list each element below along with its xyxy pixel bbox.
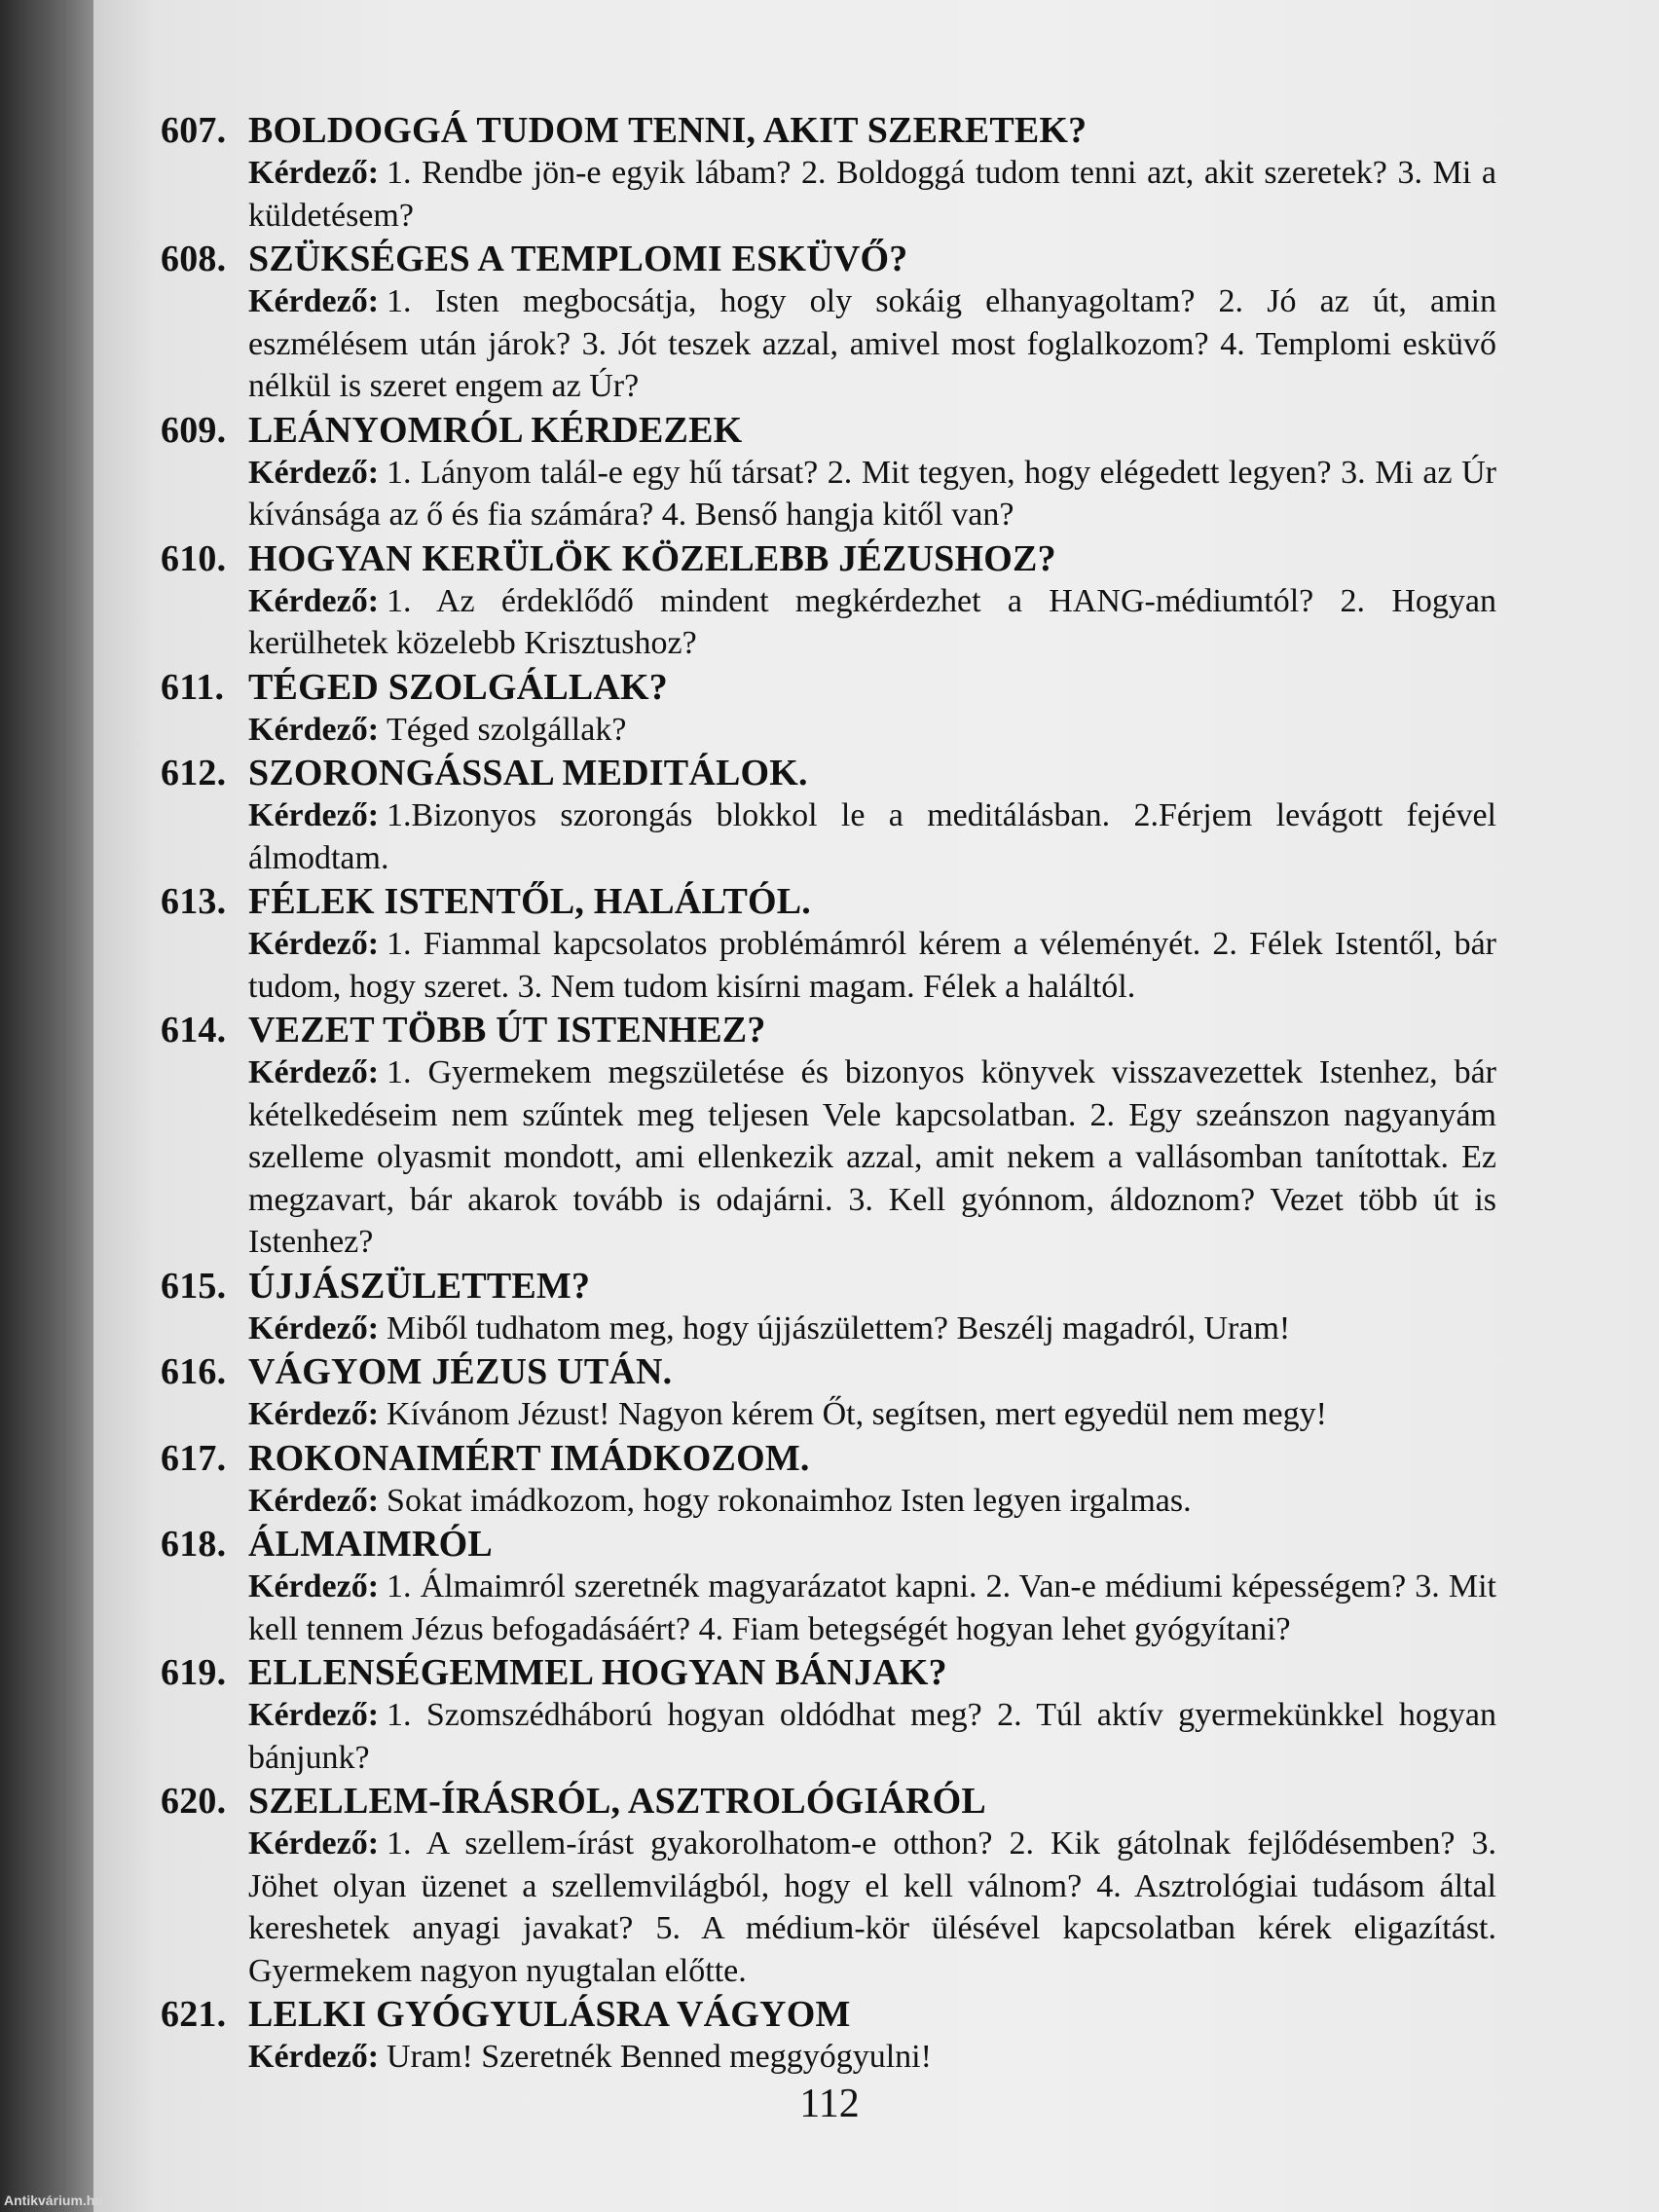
questioner-label: Kérdező: <box>248 1396 380 1432</box>
entry-text: 1. Álmaimról szeretnék magyarázatot kapni. 2. Van-e médiumi képességem? 3. Mit kell tennem Jézus befogadásáért? 4. Fiam betegségét hogyan lehet gyógyítani? <box>248 1568 1496 1647</box>
entry-title: SZORONGÁSSAL MEDITÁLOK. <box>248 753 808 793</box>
entry-title: HOGYAN KERÜLÖK KÖZELEBB JÉZUSHOZ? <box>248 537 1056 579</box>
entry-heading <box>161 666 1496 709</box>
questioner-label: Kérdező: <box>248 155 380 191</box>
entry-607 <box>161 109 1496 238</box>
entry-heading <box>161 537 1496 580</box>
page-content <box>161 109 1496 2080</box>
entry-number: 610. <box>161 537 227 579</box>
entry-608 <box>161 238 1496 409</box>
entry-number: 609. <box>161 409 227 451</box>
watermark: Antikvárium.hu <box>4 2193 103 2208</box>
entry-body <box>248 2036 1496 2080</box>
entry-title: SZÜKSÉGES A TEMPLOMI ESKÜVŐ? <box>248 239 908 279</box>
entry-number: 615. <box>161 1265 227 1307</box>
entry-613 <box>161 880 1496 1009</box>
entry-title: VEZET TÖBB ÚT ISTENHEZ? <box>248 1010 766 1051</box>
entry-title: FÉLEK ISTENTŐL, HALÁLTÓL. <box>248 881 812 922</box>
entry-number: 608. <box>161 239 227 279</box>
entry-body <box>248 794 1496 880</box>
entry-617 <box>161 1437 1496 1524</box>
entry-text: Miből tudhatom meg, hogy újjászülettem? Beszélj magadról, Uram! <box>387 1309 1291 1346</box>
entry-620 <box>161 1780 1496 1993</box>
entry-title: TÉGED SZOLGÁLLAK? <box>248 666 669 708</box>
entry-title: ÚJJÁSZÜLETTEM? <box>248 1265 591 1307</box>
entry-number: 614. <box>161 1010 227 1051</box>
entry-621 <box>161 1993 1496 2080</box>
questioner-label: Kérdező: <box>248 711 380 748</box>
entry-body <box>248 580 1496 666</box>
entry-text: Uram! Szeretnék Benned meggyógyulni! <box>387 2039 932 2075</box>
entry-text: Sokat imádkozom, hogy rokonaimhoz Isten legyen irgalmas. <box>387 1482 1192 1519</box>
entry-heading <box>161 1993 1496 2036</box>
questioner-label: Kérdező: <box>248 454 380 491</box>
entry-heading <box>161 409 1496 452</box>
entry-body <box>248 1051 1496 1265</box>
entry-title: VÁGYOM JÉZUS UTÁN. <box>248 1351 673 1392</box>
entry-body <box>248 1694 1496 1780</box>
entry-614 <box>161 1009 1496 1265</box>
page-number: 112 <box>799 2082 860 2126</box>
entry-number: 613. <box>161 881 227 922</box>
entry-body <box>248 1308 1496 1351</box>
questioner-label: Kérdező: <box>248 582 380 619</box>
entry-text: Kívánom Jézust! Nagyon kérem Őt, segítsen, mert egyedül nem megy! <box>387 1396 1327 1432</box>
entry-609 <box>161 409 1496 537</box>
entry-body <box>248 1823 1496 1993</box>
entry-heading <box>161 1437 1496 1480</box>
entry-619 <box>161 1651 1496 1780</box>
entry-number: 607. <box>161 110 227 151</box>
questioner-label: Kérdező: <box>248 1568 380 1604</box>
entry-number: 621. <box>161 1994 227 2035</box>
entry-610 <box>161 537 1496 666</box>
entry-heading <box>161 1523 1496 1566</box>
questioner-label: Kérdező: <box>248 1825 380 1862</box>
entry-number: 619. <box>161 1652 227 1693</box>
entry-body <box>248 1566 1496 1651</box>
entry-615 <box>161 1265 1496 1351</box>
entry-heading <box>161 1780 1496 1823</box>
entry-number: 618. <box>161 1524 227 1565</box>
questioner-label: Kérdező: <box>248 1697 380 1733</box>
entry-618 <box>161 1523 1496 1651</box>
questioner-label: Kérdező: <box>248 1482 380 1519</box>
entry-body <box>248 923 1496 1009</box>
entry-616 <box>161 1350 1496 1437</box>
entry-heading <box>161 1009 1496 1051</box>
entry-heading <box>161 238 1496 280</box>
entry-title: LEÁNYOMRÓL KÉRDEZEK <box>248 409 743 451</box>
questioner-label: Kérdező: <box>248 1309 380 1346</box>
entry-number: 611. <box>161 666 225 708</box>
entry-body <box>248 1480 1496 1524</box>
entry-title: BOLDOGGÁ TUDOM TENNI, AKIT SZERETEK? <box>248 110 1088 151</box>
book-spine-shadow <box>0 0 93 2212</box>
entry-text: 1. Rendbe jön-e egyik lábam? 2. Boldoggá tudom tenni azt, akit szeretek? 3. Mi a küldetésem? <box>248 155 1496 234</box>
entry-number: 617. <box>161 1437 227 1479</box>
questioner-label: Kérdező: <box>248 1054 380 1090</box>
entry-text: 1. Szomszédháború hogyan oldódhat meg? 2. Túl aktív gyermekünkkel hogyan bánjunk? <box>248 1697 1496 1776</box>
entry-611 <box>161 666 1496 753</box>
entry-title: SZELLEM-ÍRÁSRÓL, ASZTROLÓGIÁRÓL <box>248 1781 986 1822</box>
entry-612 <box>161 752 1496 880</box>
entry-body <box>248 709 1496 753</box>
entry-body <box>248 280 1496 409</box>
entry-title: ROKONAIMÉRT IMÁDKOZOM. <box>248 1437 810 1479</box>
entry-heading <box>161 880 1496 923</box>
entry-heading <box>161 1350 1496 1393</box>
entry-text: 1. Lányom talál-e egy hű társat? 2. Mit tegyen, hogy elégedett legyen? 3. Mi az Úr kívánsága az ő és fia számára? 4. Benső hangja kitől van? <box>248 454 1496 533</box>
questioner-label: Kérdező: <box>248 926 380 962</box>
entry-heading <box>161 752 1496 794</box>
entry-heading <box>161 109 1496 152</box>
entry-body <box>248 452 1496 537</box>
entry-text: 1. A szellem-írást gyakorolhatom-e otthon? 2. Kik gátolnak fejlődésemben? 3. Jöhet olyan üzenet a szellemvilágból, hogy el kell válnom? 4. Asztrológiai tudásom által kereshetek anyagi javakat? 5. A médium-kör ülésével kapcsolatban kérek eligazítást. Gyermekem nagyon nyugtalan előtte. <box>248 1825 1496 1989</box>
entry-body <box>248 152 1496 238</box>
entry-text: 1.Bizonyos szorongás blokkol le a meditálásban. 2.Férjem levágott fejével álmodtam. <box>248 797 1496 876</box>
entry-number: 616. <box>161 1351 227 1392</box>
entry-heading <box>161 1265 1496 1308</box>
entry-heading <box>161 1651 1496 1694</box>
questioner-label: Kérdező: <box>248 797 380 833</box>
entry-text: Téged szolgállak? <box>387 711 627 748</box>
questioner-label: Kérdező: <box>248 283 380 319</box>
entry-title: ELLENSÉGEMMEL HOGYAN BÁNJAK? <box>248 1652 947 1693</box>
entry-text: 1. Fiammal kapcsolatos problémámról kérem a véleményét. 2. Félek Istentől, bár tudom, hogy szeret. 3. Nem tudom kisírni magam. Félek a haláltól. <box>248 926 1496 1005</box>
entry-title: LELKI GYÓGYULÁSRA VÁGYOM <box>248 1994 851 2035</box>
entry-text: 1. Gyermekem megszületése és bizonyos könyvek visszavezettek Istenhez, bár kételkedéseim nem szűntek meg teljesen Vele kapcsolatban. 2. Egy szeánszon nagyanyám szelleme olyasmit mondott, ami ellenkezik azzal, amit nekem a vallásomban tanítottak. Ez megzavart, bár akarok tovább is odajárni. 3. Kell gyónnom, áldoznom? Vezet több út is Istenhez? <box>248 1054 1496 1260</box>
entry-number: 620. <box>161 1781 227 1822</box>
entry-number: 612. <box>161 753 227 793</box>
questioner-label: Kérdező: <box>248 2039 380 2075</box>
entry-body <box>248 1393 1496 1437</box>
entry-title: ÁLMAIMRÓL <box>248 1524 493 1565</box>
entry-text: 1. Az érdeklődő mindent megkérdezhet a HANG-médiumtól? 2. Hogyan kerülhetek közelebb Krisztushoz? <box>248 582 1496 661</box>
entry-text: 1. Isten megbocsátja, hogy oly sokáig elhanyagoltam? 2. Jó az út, amin eszmélésem után járok? 3. Jót teszek azzal, amivel most foglalkozom? 4. Templomi esküvő nélkül is szeret engem az Úr? <box>248 283 1496 404</box>
